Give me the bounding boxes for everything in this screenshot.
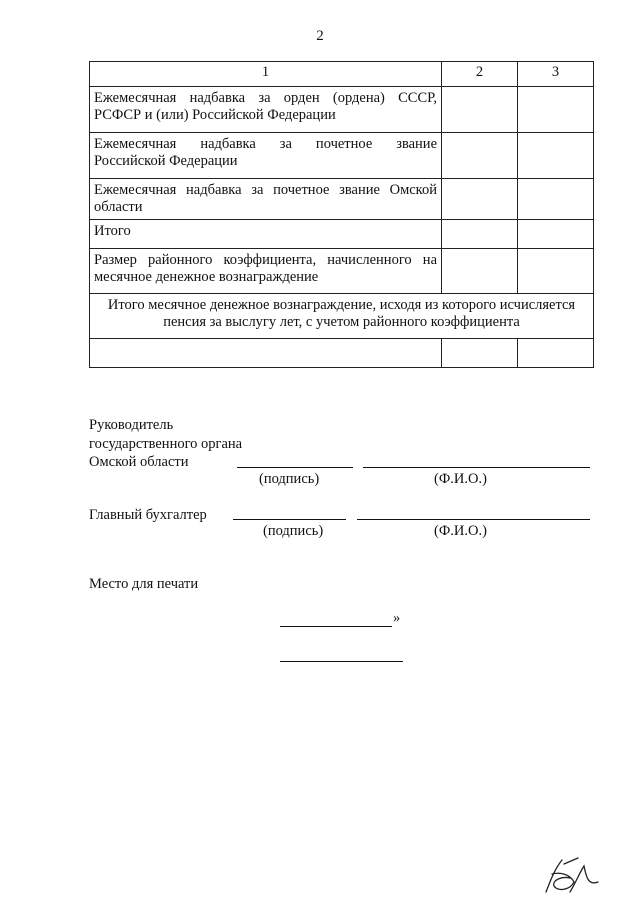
head-title-line-3: Омской области	[89, 454, 189, 470]
stamp-place-label: Место для печати	[89, 576, 199, 592]
row-label-line: Размер районного коэффициента, начисленного на	[94, 252, 437, 268]
row-label-line: Ежемесячная надбавка за орден (ордена) СССР,	[94, 90, 437, 106]
row-label-line: Ежемесячная надбавка за почетное звание Омской	[94, 182, 437, 198]
cell-value	[442, 133, 518, 179]
pension-calculation-table	[89, 61, 594, 368]
row-label-subtotal	[90, 220, 442, 249]
header-col-2: 2	[442, 62, 518, 87]
row-label-line: области	[94, 199, 143, 215]
table-row	[90, 220, 594, 249]
cell-value	[442, 339, 518, 368]
accountant-name-caption: (Ф.И.О.)	[434, 523, 487, 539]
table-row-total-values	[90, 339, 594, 368]
header-col-3: 3	[518, 62, 594, 87]
row-label-order-allowance	[90, 87, 442, 133]
row-label-omsk-honorary-title	[90, 179, 442, 220]
date-quote-mark: »	[393, 610, 401, 626]
accountant-signature-line	[233, 519, 346, 520]
cell-value	[442, 87, 518, 133]
cell-value	[442, 220, 518, 249]
cell-value	[518, 249, 594, 294]
cell-value	[442, 249, 518, 294]
accountant-signature-caption: (подпись)	[263, 523, 324, 539]
head-name-caption: (Ф.И.О.)	[434, 471, 487, 487]
row-label-rf-honorary-title	[90, 133, 442, 179]
table-row	[90, 87, 594, 133]
page-number: 2	[316, 28, 324, 44]
header-col-1: 1	[90, 62, 442, 87]
accountant-name-line	[357, 519, 590, 520]
head-name-line	[363, 467, 590, 468]
accountant-title: Главный бухгалтер	[89, 507, 207, 523]
total-row-line: Итого месячное денежное вознаграждение, исходя из которого исчисляется	[107, 297, 576, 313]
cell-value	[518, 133, 594, 179]
head-signature-caption: (подпись)	[259, 471, 320, 487]
cell-value	[518, 87, 594, 133]
handwritten-initials-mark	[540, 852, 602, 898]
row-label-line: месячное денежное вознаграждение	[94, 269, 319, 285]
row-label-line: Ежемесячная надбавка за почетное звание	[94, 136, 437, 152]
cell-value	[518, 179, 594, 220]
row-label-regional-coefficient	[90, 249, 442, 294]
row-label-line: Российской Федерации	[94, 153, 238, 169]
cell-value	[442, 179, 518, 220]
row-label-line: Итого	[94, 223, 131, 239]
head-title-line-1: Руководитель	[89, 417, 174, 433]
cell-value	[90, 339, 442, 368]
date-line-second	[280, 661, 403, 662]
cell-value	[518, 220, 594, 249]
date-line	[280, 626, 392, 627]
table-row	[90, 179, 594, 220]
row-label-line: РСФСР и (или) Российской Федерации	[94, 107, 336, 123]
total-row-label	[90, 294, 594, 339]
table-row-total-label	[90, 294, 594, 339]
head-title-line-2: государственного органа	[89, 436, 243, 452]
head-signature-line	[237, 467, 353, 468]
cell-value	[518, 339, 594, 368]
total-row-line: пенсия за выслугу лет, с учетом районного коэффициента	[163, 314, 520, 330]
table-row	[90, 133, 594, 179]
table-header-row	[90, 62, 594, 87]
table-row	[90, 249, 594, 294]
